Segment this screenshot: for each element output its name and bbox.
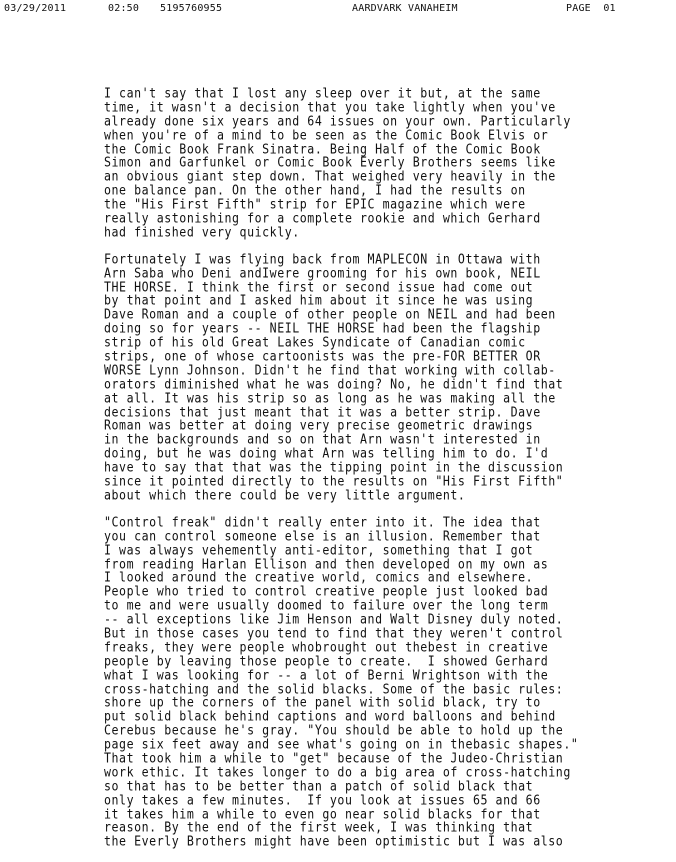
text-line: people by leaving those people to create. I showed Gerhard: [104, 652, 549, 669]
text-line: page six feet away and see what's going on in thebasic shapes.": [104, 736, 579, 752]
text-line: really astonishing for a complete rookie and which Gerhard: [104, 210, 541, 226]
text-line: an obvious giant step down. That weighed very heavily in the: [104, 168, 556, 185]
text-line: Dave Roman and a couple of other people on NEIL and had been: [104, 306, 556, 323]
fax-sender: AARDVARK VANAHEIM: [352, 3, 458, 14]
text-line: I looked around the creative world, comics and elsewhere.: [104, 569, 534, 586]
text-line: Arn Saba who Deni andIwere grooming for his own book, NEIL: [104, 264, 541, 281]
text-line: "Control freak" didn't really enter into it. The idea that: [104, 513, 541, 530]
text-line: time, it wasn't a decision that you take lightly when you've: [104, 98, 556, 115]
text-line: so that has to be better than a patch of solid black that: [104, 777, 534, 794]
text-line: only takes a few minutes. If you look at issues 65 and 66: [104, 791, 541, 808]
text-line: I was always vehemently anti-editor, something that I got: [104, 541, 534, 558]
fax-date: 03/29/2011: [4, 3, 67, 14]
text-line: from reading Harlan Ellison and then developed on my own as: [104, 555, 549, 572]
text-line: Cerebus because he's gray. "You should be able to hold up the: [104, 722, 564, 738]
text-line: to me and were usually doomed to failure over the long term: [104, 597, 549, 613]
document-body: [104, 87, 670, 862]
paragraph: [104, 250, 670, 503]
text-line: already done six years and 64 issues on your own. Particularly: [104, 112, 571, 129]
text-line: strips, one of whose cartoonists was the pre-FOR BETTER OR: [104, 348, 541, 364]
text-line: what I was looking for -- a lot of Berni Wrightson with the: [104, 666, 549, 683]
text-line: in the backgrounds and so on that Arn wasn't interested in: [104, 431, 541, 448]
text-line: when you're of a mind to be seen as the Comic Book Elvis or: [104, 126, 549, 143]
text-line: you can control someone else is an illusion. Remember that: [104, 527, 541, 544]
text-line: doing so for years -- NEIL THE HORSE had been the flagship: [104, 320, 541, 336]
text-line: Simon and Garfunkel or Comic Book Everly Brothers seems like: [104, 154, 556, 171]
text-line: WORSE Lynn Johnson. Didn't he find that working with collab-: [104, 361, 556, 378]
text-line: Fortunately I was flying back from MAPLECON in Ottawa with: [104, 250, 541, 267]
text-line: put solid black behind captions and word balloons and behind: [104, 708, 556, 725]
text-line: work ethic. It takes longer to do a big area of cross-hatching: [104, 763, 571, 780]
text-line: the "His First Fifth" strip for EPIC magazine which were: [104, 196, 526, 212]
text-line: orators diminished what he was doing? No, he didn't find that: [104, 375, 564, 392]
fax-page-number: PAGE 01: [566, 3, 616, 14]
text-line: That took him a while to "get" because of the Judeo-Christian: [104, 750, 564, 766]
text-line: shore up the corners of the panel with solid black, try to: [104, 694, 541, 711]
text-line: freaks, they were people whobrought out thebest in creative: [104, 638, 549, 655]
text-line: the Everly Brothers might have been optimistic but I was also: [104, 833, 564, 850]
text-line: strip of his old Great Lakes Syndicate of Canadian comic: [104, 334, 526, 350]
text-line: since it pointed directly to the results on "His First Fifth": [104, 473, 564, 489]
text-line: by that point and I asked him about it since he was using: [104, 292, 534, 309]
fax-phone-number: 5195760955: [160, 3, 223, 14]
text-line: -- all exceptions like Jim Henson and Walt Disney duly noted.: [104, 611, 564, 627]
fax-header: [0, 2, 676, 16]
text-line: the Comic Book Frank Sinatra. Being Half of the Comic Book: [104, 140, 541, 157]
text-line: People who tried to control creative people just looked bad: [104, 583, 549, 600]
text-line: Roman was better at doing very precise geometric drawings: [104, 417, 534, 434]
text-line: reason. By the end of the first week, I was thinking that: [104, 819, 534, 836]
text-line: had finished very quickly.: [104, 223, 300, 240]
text-line: decisions that just meant that it was a better strip. Dave: [104, 403, 541, 420]
paragraph: [104, 513, 670, 850]
fax-time: 02:50: [108, 3, 140, 14]
text-line: THE HORSE. I think the first or second issue had come out: [104, 278, 534, 295]
text-line: at all. It was his strip so as long as he was making all the: [104, 389, 556, 406]
text-line: I can't say that I lost any sleep over it but, at the same: [104, 85, 541, 101]
text-line: about which there could be very little argument.: [104, 486, 466, 503]
text-line: But in those cases you tend to find that they weren't control: [104, 624, 564, 641]
text-line: one balance pan. On the other hand, I had the results on: [104, 182, 526, 198]
text-line: cross-hatching and the solid blacks. Some of the basic rules:: [104, 680, 564, 697]
paragraph: [104, 87, 670, 240]
text-line: have to say that that was the tipping point in the discussion: [104, 459, 564, 475]
text-line: it takes him a while to even go near solid blacks for that: [104, 805, 541, 822]
text-line: doing, but he was doing what Arn was telling him to do. I'd: [104, 445, 549, 461]
